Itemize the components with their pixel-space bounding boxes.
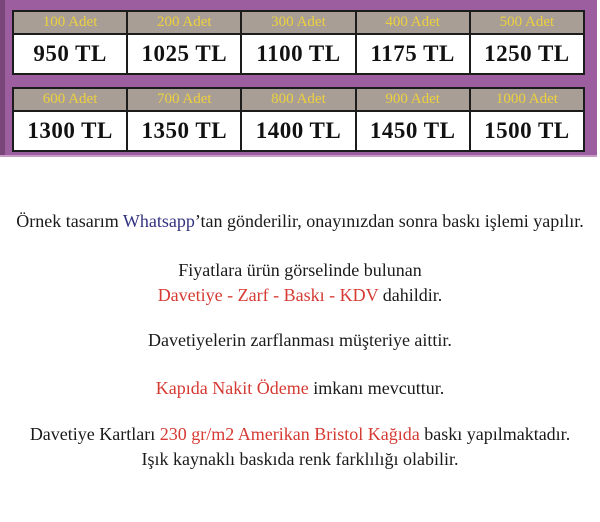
qty-header-cell: 500 Adet <box>470 11 584 34</box>
price-value-row <box>13 34 584 74</box>
note-cash-on-delivery-suffix: imkanı mevcuttur. <box>308 378 445 398</box>
note-price-includes-items: Davetiye - Zarf - Baskı - KDV <box>157 285 379 305</box>
note-price-includes-suffix: dahildir. <box>378 285 443 305</box>
price-cell: 950 TL <box>13 34 127 74</box>
qty-header-cell: 800 Adet <box>241 88 355 111</box>
qty-header-cell: 100 Adet <box>13 11 127 34</box>
note-paper-type-prefix: Davetiye Kartları <box>29 424 160 444</box>
qty-header-cell: 600 Adet <box>13 88 127 111</box>
note-price-includes-intro: Fiyatlara ürün görselinde bulunan <box>178 260 422 280</box>
price-cell: 1100 TL <box>241 34 355 74</box>
price-table-row2 <box>12 87 585 152</box>
whatsapp-link[interactable]: Whatsapp <box>122 211 195 231</box>
qty-header-cell: 900 Adet <box>356 88 470 111</box>
note-sample-design-suffix: ’tan gönderilir, onayınızdan sonra baskı işlemi yapılır. <box>194 211 584 231</box>
qty-header-cell: 300 Adet <box>241 11 355 34</box>
quantity-header-row <box>13 11 584 34</box>
price-cell: 1400 TL <box>241 111 355 151</box>
price-cell: 1175 TL <box>356 34 470 74</box>
note-color-difference: Işık kaynaklı baskıda renk farklılığı olabilir. <box>141 449 459 469</box>
price-cell: 1250 TL <box>470 34 584 74</box>
quantity-header-row <box>13 88 584 111</box>
qty-header-cell: 400 Adet <box>356 11 470 34</box>
note-cash-on-delivery-highlight: Kapıda Nakit Ödeme <box>155 378 309 398</box>
note-sample-design <box>0 211 600 232</box>
price-cell: 1300 TL <box>13 111 127 151</box>
note-price-includes <box>0 258 600 308</box>
note-paper-type <box>0 422 600 472</box>
qty-header-cell: 200 Adet <box>127 11 241 34</box>
price-value-row <box>13 111 584 151</box>
price-cell: 1500 TL <box>470 111 584 151</box>
price-cell: 1450 TL <box>356 111 470 151</box>
qty-header-cell: 1000 Adet <box>470 88 584 111</box>
price-banner <box>0 0 597 157</box>
price-cell: 1350 TL <box>127 111 241 151</box>
notes-section <box>0 211 600 472</box>
note-sample-design-prefix: Örnek tasarım <box>16 211 123 231</box>
qty-header-cell: 700 Adet <box>127 88 241 111</box>
note-envelope-responsibility: Davetiyelerin zarflanması müşteriye aittir. <box>148 330 452 350</box>
note-paper-type-highlight: 230 gr/m2 Amerikan Bristol Kağıda <box>159 424 420 444</box>
note-cash-on-delivery <box>0 378 600 399</box>
note-paper-type-suffix: baskı yapılmaktadır. <box>419 424 571 444</box>
price-table-row1 <box>12 10 585 75</box>
price-cell: 1025 TL <box>127 34 241 74</box>
